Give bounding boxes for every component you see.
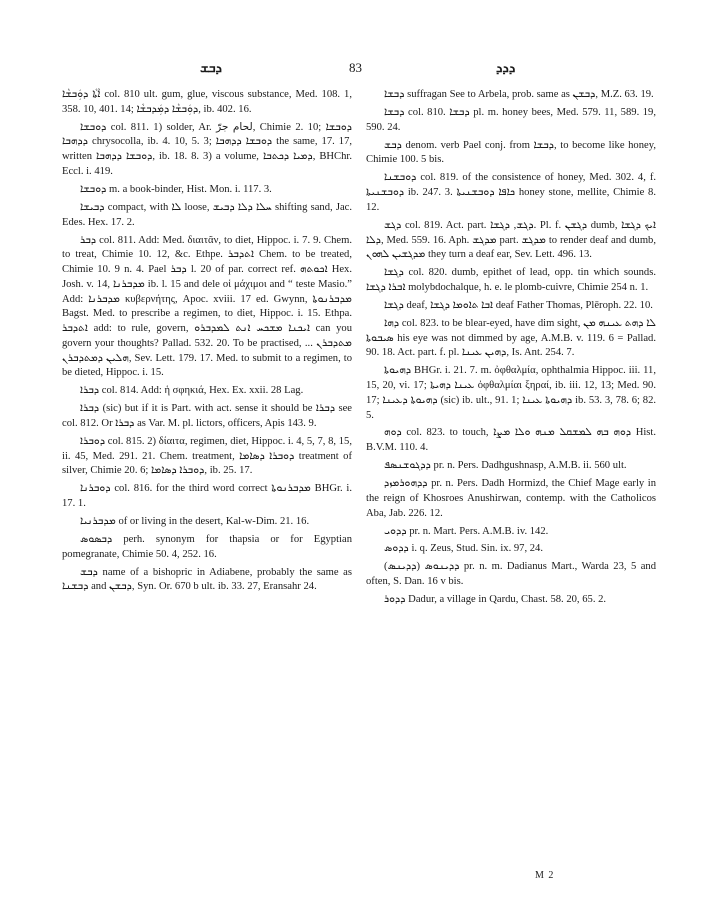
entry: ܕܒܪܐ (sic) but if it is Part. with act. sense it should be ܕܒܪܐ see col. 812. Or ܕܒܪܐ as Var. M. pl. lictors, officers, Apis 143. 9. [62,403,352,429]
entry: ܕܗܝܘܬܐ BHGr. i. 21. 7. m. ὀφθαλμία, ophthalmia Hippoc. iii. 11, 15, 20, vi. 17; ܥܝܢܐ ܕܗܝܬܐ ὀφθαλμίαι ξηραί, ib. iii. 12, 13; Med. 90. 17; ܕܗܝܘܬܐ ܕܥܝܢܐ (sic) ib. ult., 91. 1; ܕܗܝܘܬܐ ܥܝܢܐ ib. 53. 3, 78. 6; 82. 5. [366,365,657,421]
entry: ܕܓܫܐ col. 820. dumb, epithet of lead, opp. tin which sounds. ܐܒܪܐ ܕܓܫܐ molybdochalque, h. e. le plomb-cuivre, Chimie 254 n. 1. [366,267,656,293]
entry: ܕܘܒܫܐ col. 811. 1) solder, Ar. لحام جرّ, Chimie 2. 10; ܕܘܒܫܐ ܕܕܗܒܐ chrysocolla, ib. 4. 10, 5. 3; ܕܘܒܫܐ ܕܕܗܒܐ the same, 17. 17, written ܕܘܒܫܐ ܕܕܗܒܐ, ib. 18. 8. 3) a volume, ܕܡܝܐ ܕܟܬܒܐ, BHChr. Eccl. i. 419. [62,121,353,177]
entry: ܕܕܘܝ pr. n. Mart. Pers. A.M.B. iv. 142. [384,525,549,537]
entry: ܕܒܫ denom. verb Pael conj. from ܕܒܫܐ, to become like honey, Chimie 100. 5 bis. [366,139,656,166]
entry: ܕܒܣܘܣ perh. synonym for thapsia or for Egyptian pomegranate, Chimie 50. 4, 252. 16. [62,533,352,560]
entry: ܕܗܐ col. 823. to be blear-eyed, have dim sight, ܠܐ ܕܗܬ ܥܝܢܗ ܡܢ ܣܝܒܘܬܐ his eye was not dimmed by age, A.M.B. v. 119. 6 = Pallad. 90. 18. Act. part. f. pl. ܕܗܝܢ ܥܝܢܐ, Is. Ant. 254. 7. [366,317,656,359]
running-head-right: ܕܕܕ [496,60,516,75]
entry: ܕܕܗܘܪܡܙܕ pr. n. Pers. Dadh Hormizd, the Chief Mage early in the reign of Khosroes Anushirwan, contemp. with the Catholicos Aba, Jab. 226. 12. [366,478,656,519]
entry: ܕܘܒܫܢܐ col. 819. of the consistence of honey, Med. 302. 4, f. ܕܘܒܫܢܝܬܐ ib. 247. 3. ܟܐܦܐ ܕܘܒܫܢܝܬܐ honey stone, mellite, Chimie 8. 12. [366,172,656,213]
entry: ܕܒܪܐ col. 814. Add: ἡ σφηκιά, Hex. Ex. xxii. 28 Lag. [80,385,304,397]
left-column [62,88,352,598]
entry: ܕܒܝܫܐ compact, with ܠܐ loose, ܚܠܐ ܕܠܐ ܕܒܝܫ shifting sand, Jac. Edes. Hex. 17. 2. [62,201,353,228]
entry: ܐܵܬܵܐ ܕܘܲܒܫܵܐ col. 810 ult. gum, glue, viscous substance, Med. 108. 1, 358. 10, 401. 14; ܕܘܲܒܫܵܐ ܕܡܲܕܒܫܵܐ, ib. 402. 16. [62,89,352,115]
entry: ܕܕܘܪ Dadur, a village in Qardu, Chast. 58. 20, 65. 2. [384,594,607,606]
entry: ܕܘܒܪܐ col. 815. 2) δίαιτα, regimen, diet, Hippoc. i. 4, 5, 7, 8, 15, ii. 45, Med. 291. 21. Chem. treatment, ܕܘܒܪܐ ܕܣܐܡܐ treatment of silver, Chimie 20. 6; ܕܘܒܪܐ ܕܣܐܡܐ, ib. 25. 17. [62,435,352,477]
entry: ܕܕܘܣ i. q. Zeus, Stud. Sin. ix. 97, 24. [384,543,543,555]
entry: ܕܒܫܐ col. 810. ܕܒܫܐ pl. m. honey bees, Med. 579. 11, 589. 19, 590. 24. [366,106,657,133]
entry: ܕܒܫܐ suffragan See to Arbela, prob. same as ܕܒܫܢ, M.Z. 63. 19. [384,89,654,100]
right-column [366,88,656,611]
page-number: 83 [349,60,362,75]
entry: ܕܒܫ name of a bishopric in Adiabene, probably the same as ܕܒܫܢܐ and ܕܒܫܢ, Syn. Or. 670 b ult. ib. 33. 27, Eransahr 24. [62,566,352,593]
entry: ܕܘܗ col. 823. to touch, ܕܘܗ ܒܗ ܠܡܫܩܠ ܡܢܗ ܘܠܐ ܡܨܐ Hist. B.V.M. 110. 4. [366,427,657,454]
entry: ܕܘܒܪܢܐ col. 816. for the third word correct ܡܕܒܪܢܘܬܐ BHGr. i. 17. 1. [62,483,352,509]
entry: ܕܓܫܐ deaf, ܐܒܐ ܬܐܘܡܐ ܕܓܫܐ deaf Father Thomas, Plēroph. 22. 10. [384,299,653,311]
entry: ܕܘܒܫܐ m. a book-binder, Hist. Mon. i. 117. 3. [80,183,272,195]
entry: ܕܕܝܢܘܣ (ܕܕܝܢܣ) pr. n. m. Dadianus Mart., Warda 23, 5 and often, S. Dan. 16 v bis. [366,561,656,588]
printer-signature: M 2 [535,870,555,881]
running-head-left: ܕܒܫ [200,60,222,75]
entry: ܕܕܓܘܫܢܣܦ pr. n. Pers. Dadhgushnasp, A.M.B. ii. 560 ult. [384,460,627,472]
entry: ܡܕܒܪܢܝܐ of or living in the desert, Kal-w-Dim. 21. 16. [80,515,310,527]
entry: ܕܓܫ col. 819. Act. part. ܕܓܫ, ܕܓܫܐ. Pl. f. ܕܓܫܢ dumb, ܐܝܟ ܕܓܫܐ ܕܠܐ, Med. 559. 16. Aph. ܡܕܓܫ part. ܡܕܓܫ to render deaf and dumb, ܡܕܓܫܝܢ ܠܗܘܢ they turn a deaf ear, Sev. Lett. 496. 13. [366,219,657,261]
entry: ܕܒܪ col. 811. Add: Med. διαιτᾶν, to diet, Hippoc. i. 7. 9. Chem. to treat, Chimie 10. 12, &c. Ethpe. ܐܬܕܒܪ Chem. to be treated, Chimie 10. 9 n. 4. Pael ܕܒܪ l. 20 of par. correct ref. ܐܟܘܬܗ Hex. Josh. v. 14, ܡܕܒܪܢܐ ib. l. 15 and dele οἱ μάχιμοι and “ teste Masio.” Add: ܡܕܒܪܢܐ κυβερνήτης, Apoc. xviii. 17 ed. Gwynn, ܡܕܒܪܢܘܬܐ Bagst. Med. to prescribe a regimen, to diet, Hippoc. i. 15. Ethpa. ܐܬܕܒܪ add: to rule, govern, ܐܝܟܢܐ ܡܫܟܚ ܐܢܬ ܠܡܕܒܪܘ can you govern your thoughts? Pallad. 532. 20. To be practised, ܡܬܕܒܪܢ ... ܗܠܝܢ ܕܡܬܕܒܪܢ, Sev. Lett. 179. 17. Med. to submit to a regimen, to be dieted, Hippoc. i. 15. [62,234,353,379]
